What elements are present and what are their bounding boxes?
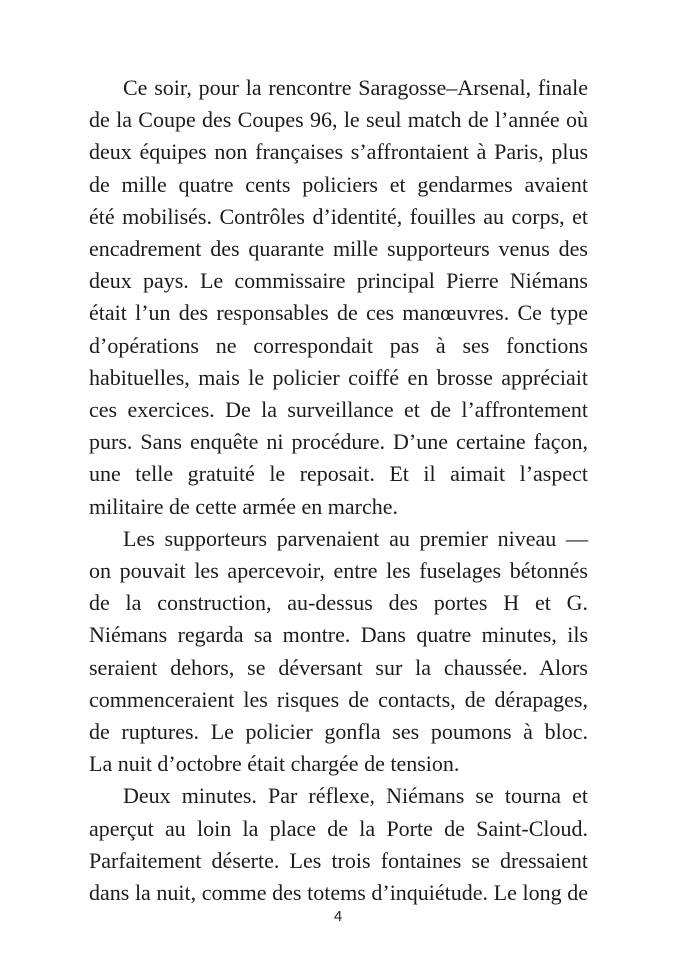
text-line: dans la nuit, comme des totems d’inquiétude. Le long de	[89, 880, 588, 906]
text-line: de mille quatre cents policiers et gendarmes avaient	[89, 171, 588, 197]
page-number: 4	[333, 908, 343, 925]
text-line: militaire de cette armée en marche.	[89, 493, 399, 519]
paragraph	[89, 780, 588, 909]
text-line: deux équipes non françaises s’affrontaient à Paris, plus	[89, 139, 588, 165]
paragraph	[89, 72, 588, 523]
text-line: de ruptures. Le policier gonfla ses poumons à bloc.	[89, 719, 588, 745]
text-line: de la Coupe des Coupes 96, le seul match de l’année où	[89, 107, 588, 133]
text-line: était l’un des responsables de ces manœuvres. Ce type	[89, 300, 588, 326]
text-line: Ce soir, pour la rencontre Saragosse–Arsenal, finale	[123, 75, 588, 100]
text-line: aperçut au loin la place de la Porte de Saint-Cloud.	[89, 815, 588, 841]
text-line: été mobilisés. Contrôles d’identité, fouilles au corps, et	[89, 203, 588, 229]
text-line: La nuit d’octobre était chargée de tension.	[89, 751, 460, 777]
text-line: Deux minutes. Par réflexe, Niémans se tourna et	[123, 783, 588, 809]
text-line: purs. Sans enquête ni procédure. D’une certaine façon,	[89, 429, 588, 455]
text-line: on pouvait les apercevoir, entre les fuselages bétonnés	[89, 558, 588, 584]
paragraph	[89, 523, 588, 781]
body-text	[89, 72, 588, 909]
text-line: habituelles, mais le policier coiffé en brosse appréciait	[89, 364, 588, 390]
text-line: Niémans regarda sa montre. Dans quatre minutes, ils	[89, 622, 588, 648]
text-line: commenceraient les risques de contacts, de dérapages,	[89, 686, 588, 712]
text-line: encadrement des quarante mille supporteurs venus des	[89, 236, 588, 262]
text-line: une telle gratuité le reposait. Et il aimait l’aspect	[89, 461, 588, 487]
text-line: de la construction, au-dessus des portes H et G.	[89, 590, 588, 616]
text-line: Parfaitement déserte. Les trois fontaines se dressaient	[89, 847, 588, 873]
text-line: ces exercices. De la surveillance et de l’affrontement	[89, 397, 588, 423]
text-line: deux pays. Le commissaire principal Pierre Niémans	[89, 268, 588, 294]
text-line: seraient dehors, se déversant sur la chaussée. Alors	[89, 654, 588, 680]
text-line: Les supporteurs parvenaient au premier niveau —	[123, 525, 588, 551]
text-line: d’opérations ne correspondait pas à ses fonctions	[89, 332, 588, 358]
